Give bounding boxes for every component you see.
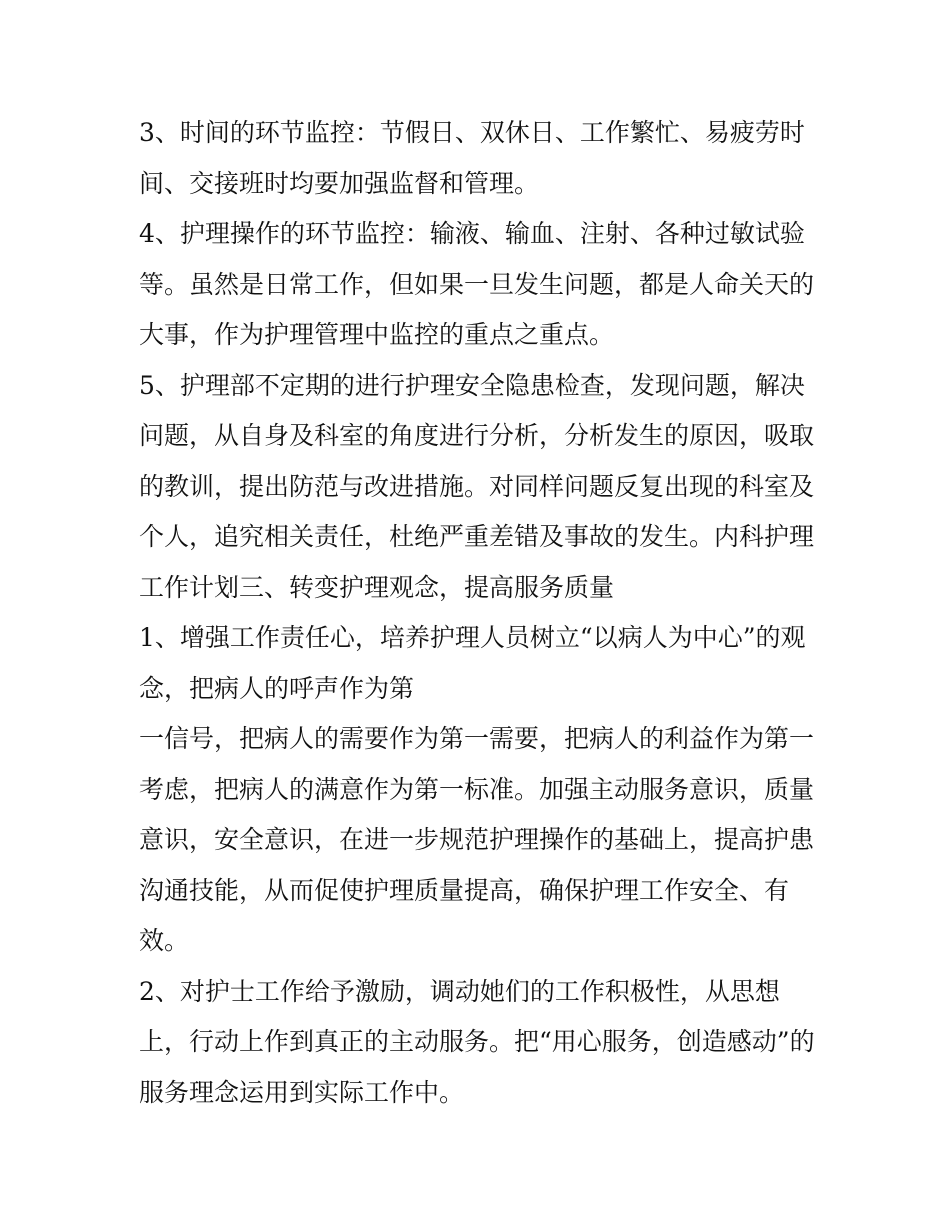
text-line: 大事，作为护理管理中监控的重点之重点。 <box>139 320 615 349</box>
text-line: 意识，安全意识，在进一步规范护理操作的基础上，提高护患 <box>139 825 815 854</box>
text-line: 1、增强工作责任心，培养护理人员树立“以病人为中心”的观 <box>139 623 806 652</box>
text-line: 工作计划三、转变护理观念，提高服务质量 <box>139 572 615 602</box>
text-line: 个人，追究相关责任，杜绝严重差错及事故的发生。内科护理 <box>139 522 815 551</box>
text-line: 间、交接班时均要加强监督和管理。 <box>139 168 540 198</box>
text-line: 4、护理操作的环节监控：输液、输血、注射、各种过敏试验 <box>139 219 805 248</box>
text-line: 沟通技能，从而促使护理质量提高，确保护理工作安全、有 <box>139 875 790 905</box>
text-line: 问题，从自身及科室的角度进行分析，分析发生的原因，吸取 <box>139 421 815 450</box>
document-body <box>139 108 829 1118</box>
text-line: 效。 <box>139 926 190 955</box>
text-line: 一信号，把病人的需要作为第一需要，把病人的利益作为第一 <box>139 724 815 753</box>
text-line: 上，行动上作到真正的主动服务。把“用心服务，创造感动”的 <box>139 1027 815 1056</box>
text-line: 5、护理部不定期的进行护理安全隐患检查，发现问题，解决 <box>139 370 805 400</box>
text-line: 念，把病人的呼声作为第 <box>139 673 415 703</box>
text-line: 等。虽然是日常工作，但如果一旦发生问题，都是人命关天的 <box>139 269 815 299</box>
text-line: 考虑，把病人的满意作为第一标准。加强主动服务意识，质量 <box>139 774 815 804</box>
text-line: 的教训，提出防范与改进措施。对同样问题反复出现的科室及 <box>139 471 815 501</box>
text-line: 2、对护士工作给予激励，调动她们的工作积极性，从思想 <box>139 976 780 1006</box>
text-line: 服务理念运用到实际工作中。 <box>139 1077 465 1107</box>
text-line: 3、时间的环节监控：节假日、双休日、工作繁忙、易疲劳时 <box>139 118 805 147</box>
